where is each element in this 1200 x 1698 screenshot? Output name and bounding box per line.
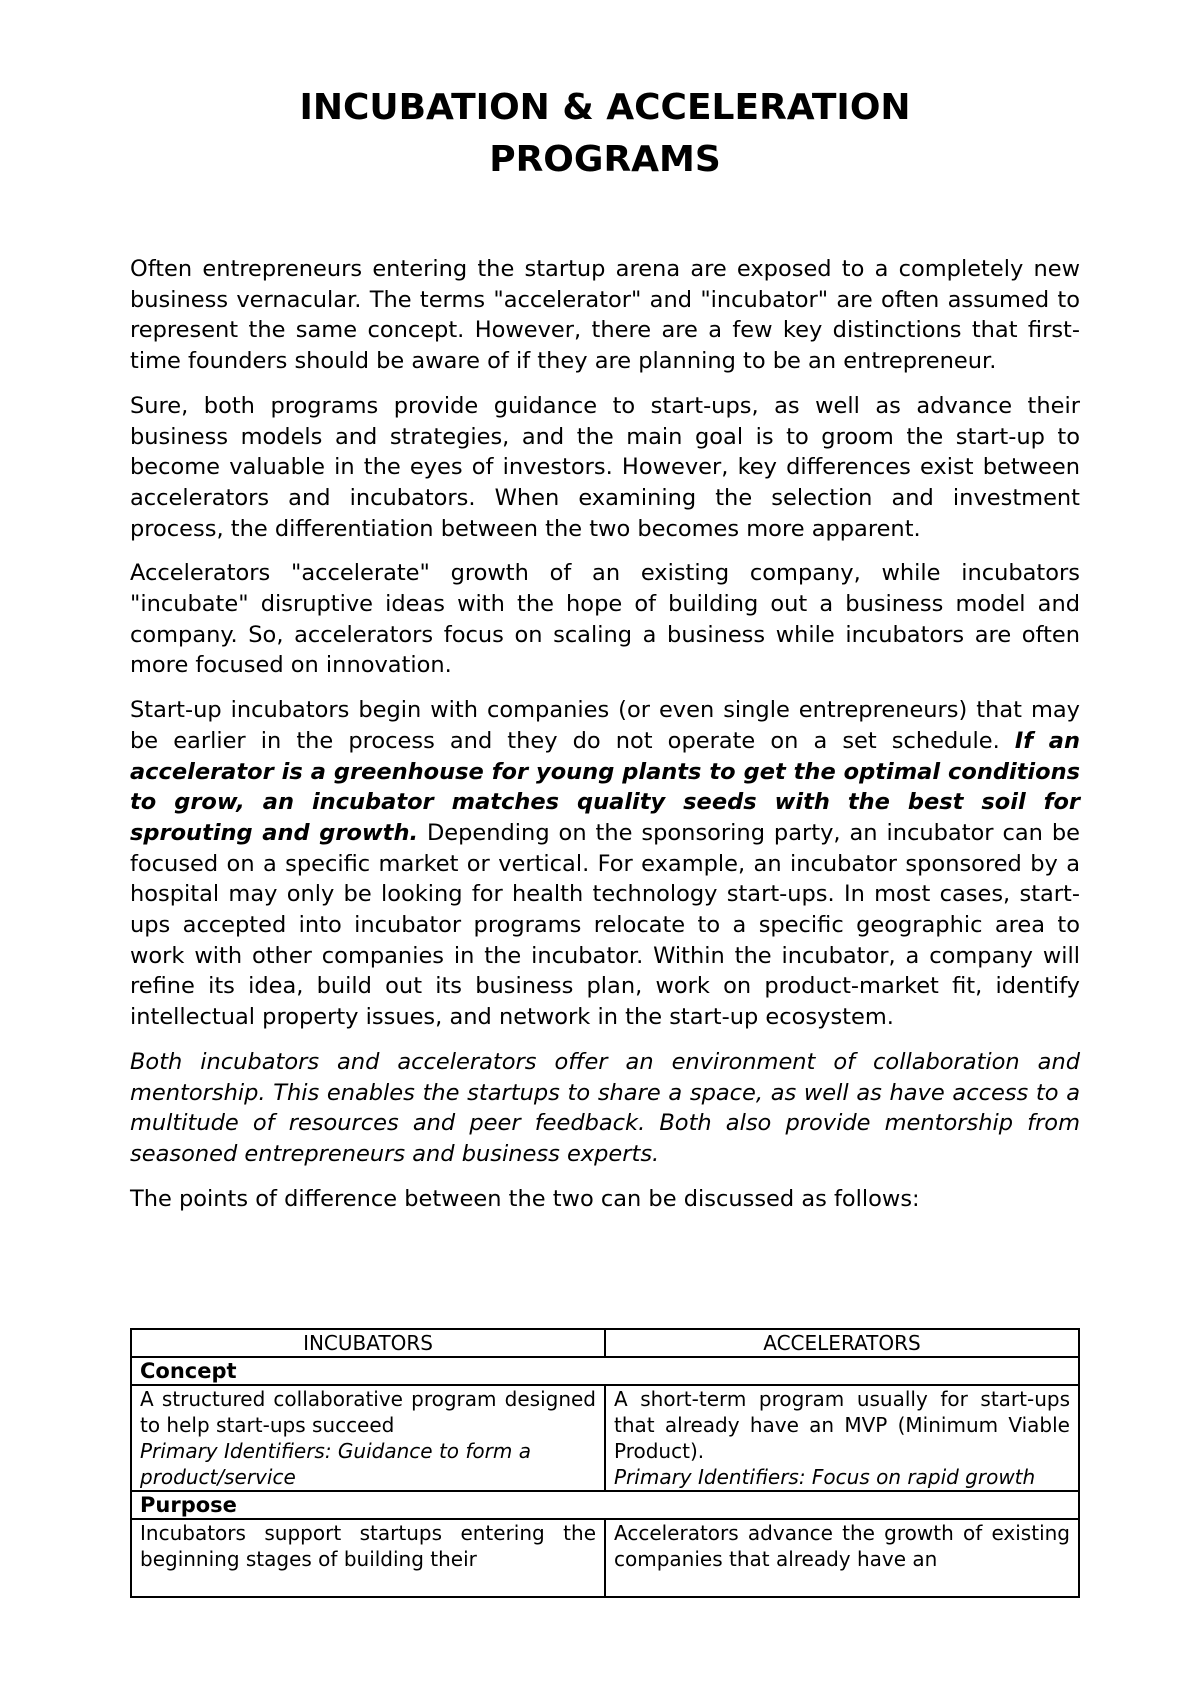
concept-accelerators-cell xyxy=(605,1385,1079,1491)
purpose-accelerators-cell xyxy=(605,1519,1079,1597)
section-row-concept xyxy=(131,1357,1079,1385)
paragraph-incubators-detail xyxy=(130,695,1080,1033)
paragraph-accelerate-incubate: Accelerators "accelerate" growth of an existing company, while incubators "incubate" disruptive ideas with the hope of building out a business model and company. So, accelerators focus on scaling a business while incubators are often more focused on innovation. xyxy=(130,560,1080,679)
paragraph-both-programs: Sure, both programs provide guidance to start-ups, as well as advance their business models and strategies, and the main goal is to groom the start-up to become valuable in the eyes of investors. However, key differences exist between accelerators and incubators. When examining the selection and investment process, the differentiation between the two becomes more apparent. xyxy=(130,392,1080,542)
title-line-1: INCUBATION & ACCELERATION xyxy=(299,87,911,128)
table-row-concept xyxy=(131,1385,1079,1491)
title-line-2: PROGRAMS xyxy=(489,139,721,180)
concept-incubators-cell xyxy=(131,1385,605,1491)
concept-incubators-text: A structured collaborative program designed to help start-ups succeed xyxy=(140,1387,596,1437)
concept-accelerators-text: A short-term program usually for start-ups that already have an MVP (Minimum Viable Product). xyxy=(614,1387,1070,1463)
concept-accelerators-identifiers: Primary Identifiers: Focus on rapid growth xyxy=(614,1465,1036,1489)
table-header-row xyxy=(131,1329,1079,1357)
paragraph-incubators-start: Start-up incubators begin with companies (or even single entrepreneurs) that may be earlier in the process and they do not operate on a set schedule. xyxy=(130,697,1080,754)
greenhouse-analogy: If an accelerator is a greenhouse for young plants to get the optimal conditions to grow, an incubator matches quality seeds with the best soil for sprouting and growth. xyxy=(130,727,1080,846)
purpose-accelerators-text: Accelerators advance the growth of existing companies that already have an xyxy=(614,1521,1070,1571)
section-label-purpose: Purpose xyxy=(131,1491,1079,1519)
purpose-incubators-cell xyxy=(131,1519,605,1597)
section-row-purpose xyxy=(131,1491,1079,1519)
header-incubators: INCUBATORS xyxy=(131,1329,605,1357)
paragraph-intro: Often entrepreneurs entering the startup arena are exposed to a completely new business vernacular. The terms "accelerator" and "incubator" are often assumed to represent the same concept. However, there are a few key distinctions that first-time founders should be aware of if they are planning to be an entrepreneur. xyxy=(130,256,1080,375)
paragraph-table-lead: The points of difference between the two can be discussed as follows: xyxy=(130,1185,920,1212)
header-accelerators: ACCELERATORS xyxy=(605,1329,1079,1357)
body-text xyxy=(130,254,1080,1228)
section-label-concept: Concept xyxy=(131,1357,1079,1385)
table-row-purpose xyxy=(131,1519,1079,1597)
paragraph-collaboration: Both incubators and accelerators offer an environment of collaboration and mentorship. This enables the startups to share a space, as well as have access to a multitude of resources and peer feedback. Both also provide mentorship from seasoned entrepreneurs and business experts. xyxy=(130,1048,1080,1167)
purpose-incubators-text: Incubators support startups entering the beginning stages of building their xyxy=(140,1521,596,1571)
concept-incubators-identifiers: Primary Identifiers: Guidance to form a product/service xyxy=(140,1439,531,1489)
page-title xyxy=(130,82,1080,186)
paragraph-incubators-end: Depending on the sponsoring party, an incubator can be focused on a specific market or vertical. For example, an incubator sponsored by a hospital may only be looking for health technology start-ups. In most cases, start-ups accepted into incubator programs relocate to a specific geographic area to work with other companies in the incubator. Within the incubator, a company will refine its idea, build out its business plan, work on product-market fit, identify intellectual property issues, and network in the start-up ecosystem. xyxy=(130,819,1081,1031)
comparison-table xyxy=(130,1328,1080,1598)
